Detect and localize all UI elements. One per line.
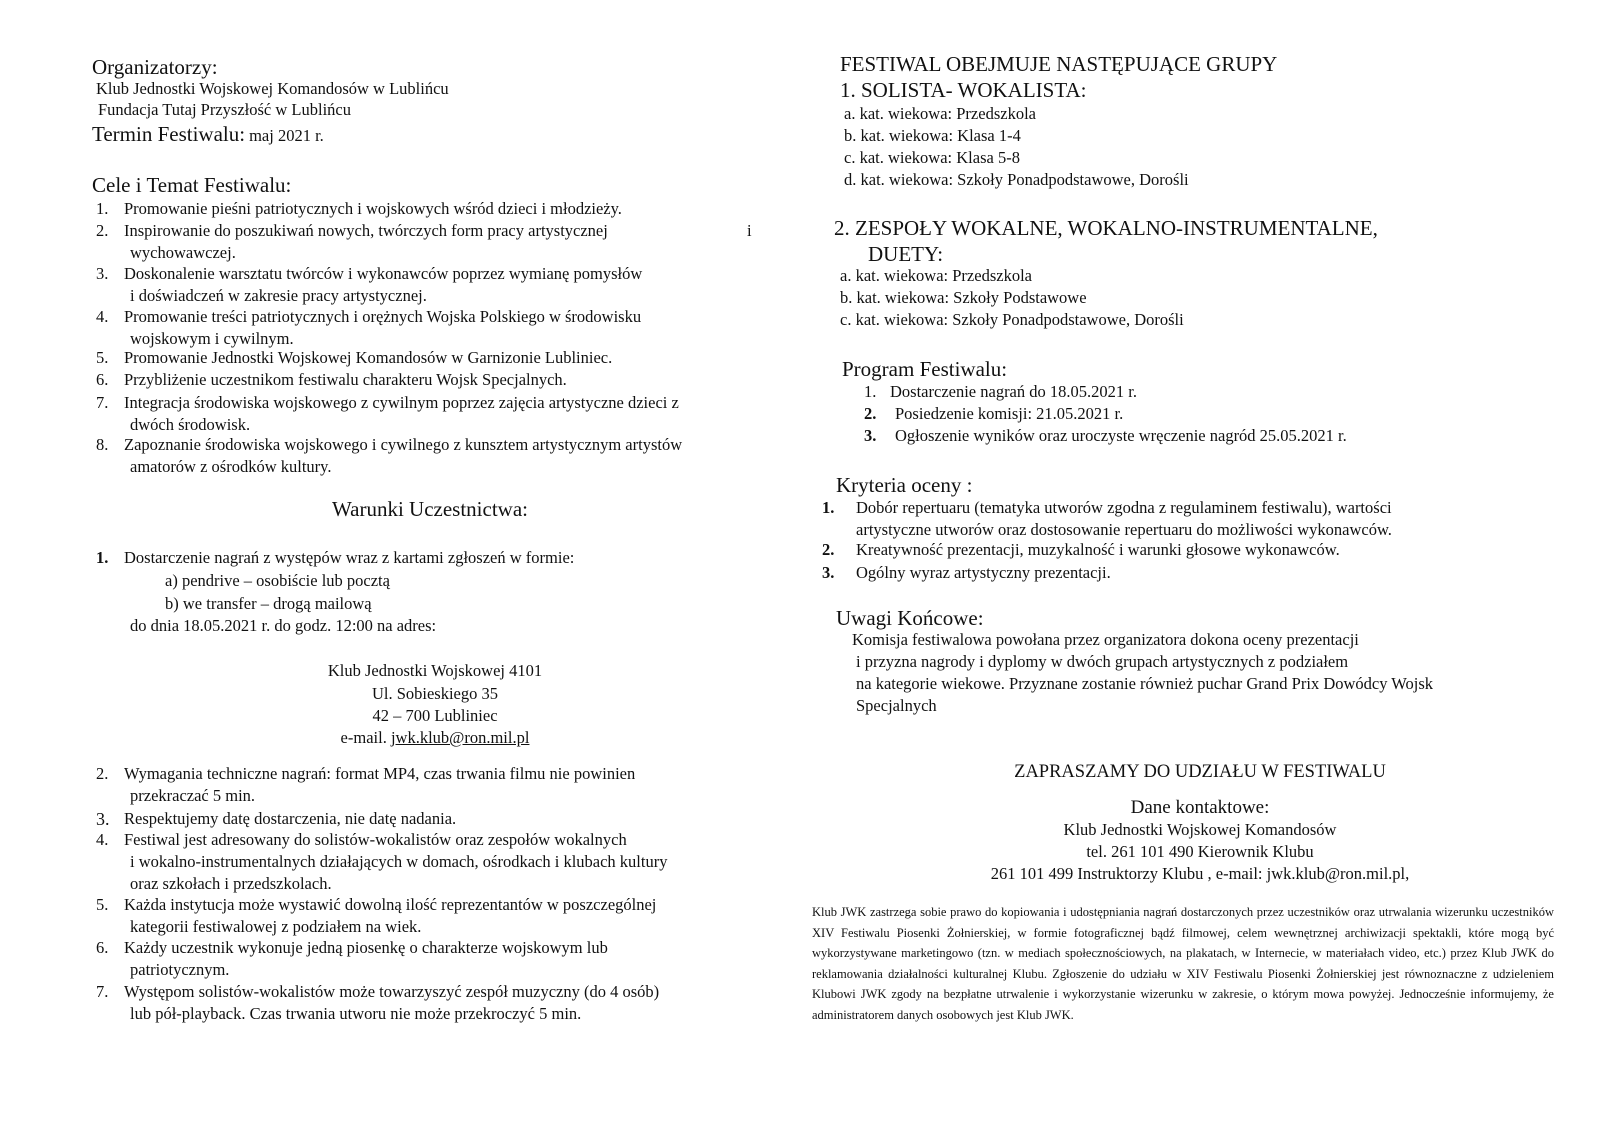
group-2-title-line-1: 2. ZESPOŁY WOKALNE, WOKALNO-INSTRUMENTALNE,: [834, 216, 1378, 240]
festival-term: [92, 122, 324, 147]
goal-text-line: dwóch środowisk.: [130, 415, 251, 434]
goal-number: 3.: [96, 264, 109, 283]
goal-number: 4.: [96, 307, 109, 326]
contact-line-1: Klub Jednostki Wojskowej Komandosów: [1063, 820, 1337, 839]
goal-text-line: Integracja środowiska wojskowego z cywilnym poprzez zajęcia artystyczne dzieci z: [124, 393, 679, 412]
goal-number: 5.: [96, 348, 109, 367]
remarks-line: Komisja festiwalowa powołana przez organizatora dokona oceny prezentacji: [852, 630, 1359, 649]
goal-text-line: Promowanie treści patriotycznych i orężnych Wojska Polskiego w środowisku: [124, 307, 642, 326]
goal-text-line: wojskowym i cywilnym.: [130, 329, 294, 348]
goal-text-line: Zapoznanie środowiska wojskowego i cywilnego z kunsztem artystycznym artystów: [124, 435, 683, 454]
goal-number: 1.: [96, 199, 109, 218]
condition-text-line: lub pół-playback. Czas trwania utworu nie może przekroczyć 5 min.: [130, 1004, 582, 1023]
goal-number: 6.: [96, 370, 109, 389]
criteria-text-line: Ogólny wyraz artystyczny prezentacji.: [856, 563, 1111, 582]
address-line-2: Ul. Sobieskiego 35: [371, 684, 499, 703]
program-number: 1.: [864, 382, 877, 401]
contact-title: Dane kontaktowe:: [1130, 797, 1270, 818]
program-number: 3.: [864, 426, 877, 445]
goal-number: 7.: [96, 393, 109, 412]
condition-text-line: Występom solistów-wokalistów może towarzyszyć zespół muzyczny (do 4 osób): [124, 982, 660, 1001]
conditions-title: Warunki Uczestnictwa:: [332, 497, 528, 521]
condition-number: 7.: [96, 982, 109, 1001]
group-1-title: 1. SOLISTA- WOKALISTA:: [840, 78, 1087, 102]
condition-number: 4.: [96, 830, 109, 849]
group-1-item: a. kat. wiekowa: Przedszkola: [844, 104, 1036, 123]
program-item: Posiedzenie komisji: 21.05.2021 r.: [895, 404, 1124, 423]
goal-number: 2.: [96, 221, 109, 240]
contact-line-2: tel. 261 101 490 Kierownik Klubu: [1086, 842, 1314, 861]
criteria-title: Kryteria oceny :: [836, 473, 973, 497]
criteria-text-line: Dobór repertuaru (tematyka utworów zgodna z regulaminem festiwalu), wartości: [856, 498, 1392, 517]
goal-text-line: Doskonalenie warsztatu twórców i wykonawców poprzez wymianę pomysłów: [124, 264, 643, 283]
goal-text-line: Przybliżenie uczestnikom festiwalu charakteru Wojsk Specjalnych.: [124, 370, 567, 389]
program-title: Program Festiwalu:: [842, 357, 1008, 381]
group-1-item: d. kat. wiekowa: Szkoły Ponadpodstawowe, Dorośli: [844, 170, 1189, 189]
invitation: ZAPRASZAMY DO UDZIAŁU W FESTIWALU: [1014, 762, 1386, 782]
condition-text-line: kategorii festiwalowej z podziałem na wiek.: [130, 917, 422, 936]
group-2-title-line-2: DUETY:: [868, 242, 944, 266]
organizer-2: Fundacja Tutaj Przyszłość w Lublińcu: [98, 100, 351, 119]
condition-number: 3.: [96, 809, 110, 829]
address-line-3: 42 – 700 Lubliniec: [372, 706, 498, 725]
contact-line-3: 261 101 499 Instruktorzy Klubu , e-mail: jwk.klub@ron.mil.pl,: [990, 864, 1410, 883]
organizers-title: Organizatorzy:: [92, 55, 218, 79]
term-value: maj 2021 r.: [249, 126, 324, 145]
program-number: 2.: [864, 404, 877, 423]
organizer-1: Klub Jednostki Wojskowej Komandosów w Lublińcu: [96, 79, 449, 98]
disclaimer: Klub JWK zastrzega sobie prawo do kopiowania i udostępniania nagrań dostarczonych przez uczestników oraz utrwalania wizerunku uczestników XIV Festiwalu Piosenki Żołnierskiej, w formie fotograficznej bądź filmowej, celem wewnętrznej archiwizacji spektakli, które mogą być wykorzystywane marketingowo (tzn. w mediach społecznościowych, na plakatach, w Internecie, w materiałach video, etc.) przez Klub JWK do reklamowania działalności kulturalnej Klubu. Zgłoszenie do udziału w XIV Festiwalu Piosenki Żołnierskiej jest równoznaczne z udzieleniem Klubowi JWK zgody na bezpłatne utrwalenie i wykorzystanie wizerunku w zakresie, o którym mowa powyżej. Jednocześnie informujemy, że administratorem danych osobowych jest Klub JWK.: [812, 905, 1554, 1022]
goal-text-line: amatorów z ośrodków kultury.: [130, 457, 332, 476]
criteria-text-line: Kreatywność prezentacji, muzykalność i warunki głosowe wykonawców.: [856, 540, 1340, 559]
remarks-title: Uwagi Końcowe:: [836, 606, 984, 630]
condition-text-line: Każdy uczestnik wykonuje jedną piosenkę o charakterze wojskowym lub: [124, 938, 608, 957]
condition-text-line: Każda instytucja może wystawić dowolną ilość reprezentantów w poszczególnej: [124, 895, 657, 914]
address-line-1: Klub Jednostki Wojskowej 4101: [327, 661, 543, 680]
criteria-number: 1.: [822, 498, 835, 517]
goal-text-line: Inspirowanie do poszukiwań nowych, twórczych form pracy artystycznej: [124, 221, 608, 240]
condition-number: 5.: [96, 895, 109, 914]
goal-text-line: Promowanie pieśni patriotycznych i wojskowych wśród dzieci i młodzieży.: [124, 199, 622, 218]
remarks-line: na kategorie wiekowe. Przyznane zostanie również puchar Grand Prix Dowódcy Wojsk: [856, 674, 1434, 693]
term-label: Termin Festiwalu:: [92, 122, 246, 146]
goal-text-line: wychowawczej.: [130, 243, 236, 262]
condition-text-line: Festiwal jest adresowany do solistów-wokalistów oraz zespołów wokalnych: [124, 830, 627, 849]
condition-text-line: Respektujemy datę dostarczenia, nie datę nadania.: [124, 809, 457, 828]
goal-text-line: i doświadczeń w zakresie pracy artystycznej.: [130, 286, 427, 305]
condition-text-line: Wymagania techniczne nagrań: format MP4, czas trwania filmu nie powinien: [124, 764, 636, 783]
condition-1-deadline: do dnia 18.05.2021 r. do godz. 12:00 na adres:: [130, 616, 437, 635]
goals-title: Cele i Temat Festiwalu:: [92, 173, 292, 197]
groups-title: FESTIWAL OBEJMUJE NASTĘPUJĄCE GRUPY: [840, 52, 1278, 76]
email-link[interactable]: jwk.klub@ron.mil.pl: [390, 728, 530, 747]
condition-1-text: Dostarczenie nagrań z występów wraz z kartami zgłoszeń w formie:: [124, 548, 575, 567]
condition-text-line: patriotycznym.: [130, 960, 230, 979]
criteria-number: 2.: [822, 540, 835, 559]
criteria-number: 3.: [822, 563, 835, 582]
program-item: Dostarczenie nagrań do 18.05.2021 r.: [890, 382, 1137, 401]
goal-text-line: Promowanie Jednostki Wojskowej Komandosów w Garnizonie Lubliniec.: [124, 348, 613, 367]
address-email-line: [270, 728, 600, 748]
criteria-text-line: artystyczne utworów oraz dostosowanie repertuaru do możliwości wykonawców.: [856, 520, 1392, 539]
condition-text-line: i wokalno-instrumentalnych działających w domach, ośrodkach i klubach kultury: [130, 852, 668, 871]
remarks-line: i przyzna nagrody i dyplomy w dwóch grupach artystycznych z podziałem: [856, 652, 1349, 671]
condition-1-number: 1.: [96, 548, 109, 567]
email-label: e-mail.: [340, 728, 387, 747]
remarks-line: Specjalnych: [856, 696, 937, 715]
group-2-item: c. kat. wiekowa: Szkoły Ponadpodstawowe, Dorośli: [840, 310, 1184, 329]
group-2-item: a. kat. wiekowa: Przedszkola: [840, 266, 1032, 285]
group-2-item: b. kat. wiekowa: Szkoły Podstawowe: [840, 288, 1087, 307]
group-1-item: b. kat. wiekowa: Klasa 1-4: [844, 126, 1021, 145]
condition-text-line: przekraczać 5 min.: [130, 786, 256, 805]
condition-number: 6.: [96, 938, 109, 957]
condition-1-option-a: a) pendrive – osobiście lub pocztą: [165, 571, 390, 590]
condition-text-line: oraz szkołach i przedszkolach.: [130, 874, 332, 893]
condition-number: 2.: [96, 764, 109, 783]
group-1-item: c. kat. wiekowa: Klasa 5-8: [844, 148, 1020, 167]
program-item: Ogłoszenie wyników oraz uroczyste wręczenie nagród 25.05.2021 r.: [895, 426, 1347, 445]
condition-1-option-b: b) we transfer – drogą mailową: [165, 594, 372, 613]
goal-number: 8.: [96, 435, 109, 454]
goal-text-tail: i: [747, 221, 752, 240]
